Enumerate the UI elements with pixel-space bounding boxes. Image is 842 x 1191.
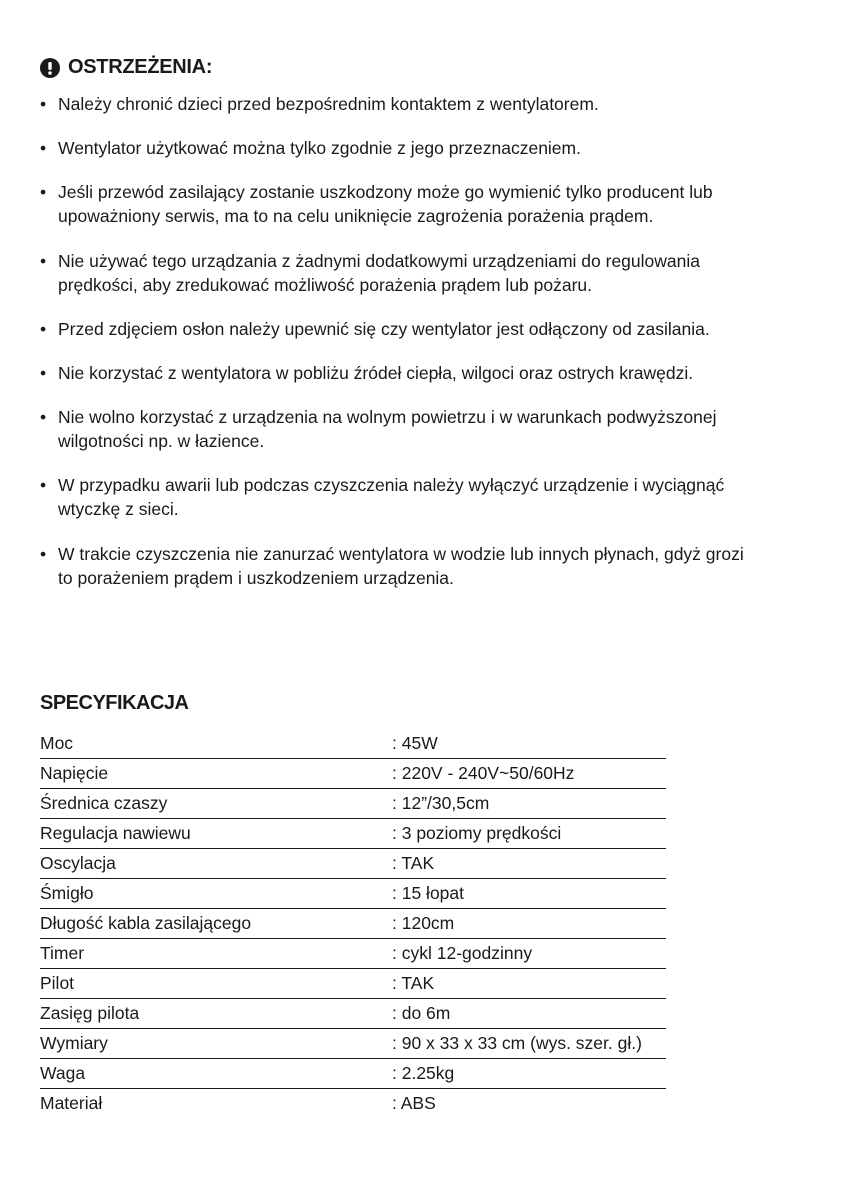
warning-text: Wentylator użytkować można tylko zgodnie z jego przeznaczeniem. <box>58 138 581 158</box>
warnings-title: OSTRZEŻENIA: <box>68 56 213 78</box>
table-row <box>40 759 666 789</box>
warning-text-continued: prędkości, aby zredukować możliwość porażenia prądem lub pożaru. <box>58 275 593 295</box>
table-row <box>40 1089 666 1119</box>
spec-key: Oscylacja <box>40 849 392 879</box>
spec-value: : ABS <box>392 1093 436 1113</box>
bullet-dot: • <box>40 475 47 495</box>
warning-item <box>40 405 717 453</box>
spec-key: Śmigło <box>40 879 392 909</box>
bullet-dot: • <box>40 251 47 271</box>
table-row <box>40 789 666 819</box>
bullet-dot: • <box>40 363 47 383</box>
bullet-dot: • <box>40 94 47 114</box>
warning-text: Nie korzystać z wentylatora w pobliżu źródeł ciepła, wilgoci oraz ostrych krawędzi. <box>58 363 694 383</box>
warning-item <box>40 92 599 116</box>
table-row <box>40 909 666 939</box>
table-row <box>40 939 666 969</box>
warning-text: Jeśli przewód zasilający zostanie uszkodzony może go wymienić tylko producent lub <box>58 182 713 202</box>
spec-key: Wymiary <box>40 1029 392 1059</box>
spec-key: Pilot <box>40 969 392 999</box>
spec-value: : do 6m <box>392 999 666 1029</box>
warning-text: W przypadku awarii lub podczas czyszczenia należy wyłączyć urządzenie i wyciągnąć <box>58 475 725 495</box>
spec-value: : 90 x 33 x 33 cm (wys. szer. gł.) <box>392 1029 666 1059</box>
spec-key: Średnica czaszy <box>40 789 392 819</box>
warning-text: Przed zdjęciem osłon należy upewnić się czy wentylator jest odłączony od zasilania. <box>58 319 710 339</box>
spec-key: Waga <box>40 1059 392 1089</box>
spec-key: Regulacja nawiewu <box>40 819 392 849</box>
spec-value: : 15 łopat <box>392 879 666 909</box>
warning-item <box>40 542 744 590</box>
warning-text-continued: upoważniony serwis, ma to na celu uniknięcie zagrożenia porażenia prądem. <box>58 206 654 226</box>
spec-value: : 3 poziomy prędkości <box>392 819 666 849</box>
table-row <box>40 879 666 909</box>
spec-key: Materiał <box>40 1093 103 1113</box>
spec-value: : 12”/30,5cm <box>392 789 666 819</box>
table-row <box>40 999 666 1029</box>
spec-value: : 45W <box>392 729 666 759</box>
warning-item <box>40 361 693 385</box>
warning-item <box>40 136 581 160</box>
bullet-dot: • <box>40 138 47 158</box>
table-row <box>40 729 666 759</box>
warning-text: Nie wolno korzystać z urządzenia na wolnym powietrzu i w warunkach podwyższonej <box>58 407 717 427</box>
spec-key: Timer <box>40 939 392 969</box>
spec-key: Moc <box>40 729 392 759</box>
table-row <box>40 1029 666 1059</box>
warning-text: Należy chronić dzieci przed bezpośrednim kontaktem z wentylatorem. <box>58 94 599 114</box>
warnings-header <box>40 56 212 79</box>
spec-value: : TAK <box>392 849 666 879</box>
warning-item <box>40 317 710 341</box>
spec-value: : 120cm <box>392 909 666 939</box>
spec-value: : 220V - 240V~50/60Hz <box>392 759 666 789</box>
table-row <box>40 969 666 999</box>
warning-text-continued: wilgotności np. w łazience. <box>58 431 265 451</box>
table-row <box>40 819 666 849</box>
spec-value: : 2.25kg <box>392 1059 666 1089</box>
bullet-dot: • <box>40 319 47 339</box>
spec-key: Długość kabla zasilającego <box>40 909 392 939</box>
warning-text-continued: to porażeniem prądem i uszkodzeniem urządzenia. <box>58 568 454 588</box>
spec-key: Zasięg pilota <box>40 999 392 1029</box>
spec-title: SPECYFIKACJA <box>40 692 189 714</box>
warning-text: W trakcie czyszczenia nie zanurzać wentylatora w wodzie lub innych płynach, gdyż grozi <box>58 544 744 564</box>
spec-table <box>40 729 666 1118</box>
warning-text-continued: wtyczkę z sieci. <box>58 499 179 519</box>
bullet-dot: • <box>40 544 47 564</box>
spec-value: : TAK <box>392 969 666 999</box>
warning-item <box>40 473 724 521</box>
table-row <box>40 1059 666 1089</box>
warning-item <box>40 249 700 297</box>
warning-item <box>40 180 713 228</box>
spec-key: Napięcie <box>40 759 392 789</box>
bullet-dot: • <box>40 182 47 202</box>
table-row <box>40 849 666 879</box>
warning-text: Nie używać tego urządzania z żadnymi dodatkowymi urządzeniami do regulowania <box>58 251 700 271</box>
exclamation-circle-icon <box>40 58 60 78</box>
bullet-dot: • <box>40 407 47 427</box>
spec-value: : cykl 12-godzinny <box>392 939 666 969</box>
